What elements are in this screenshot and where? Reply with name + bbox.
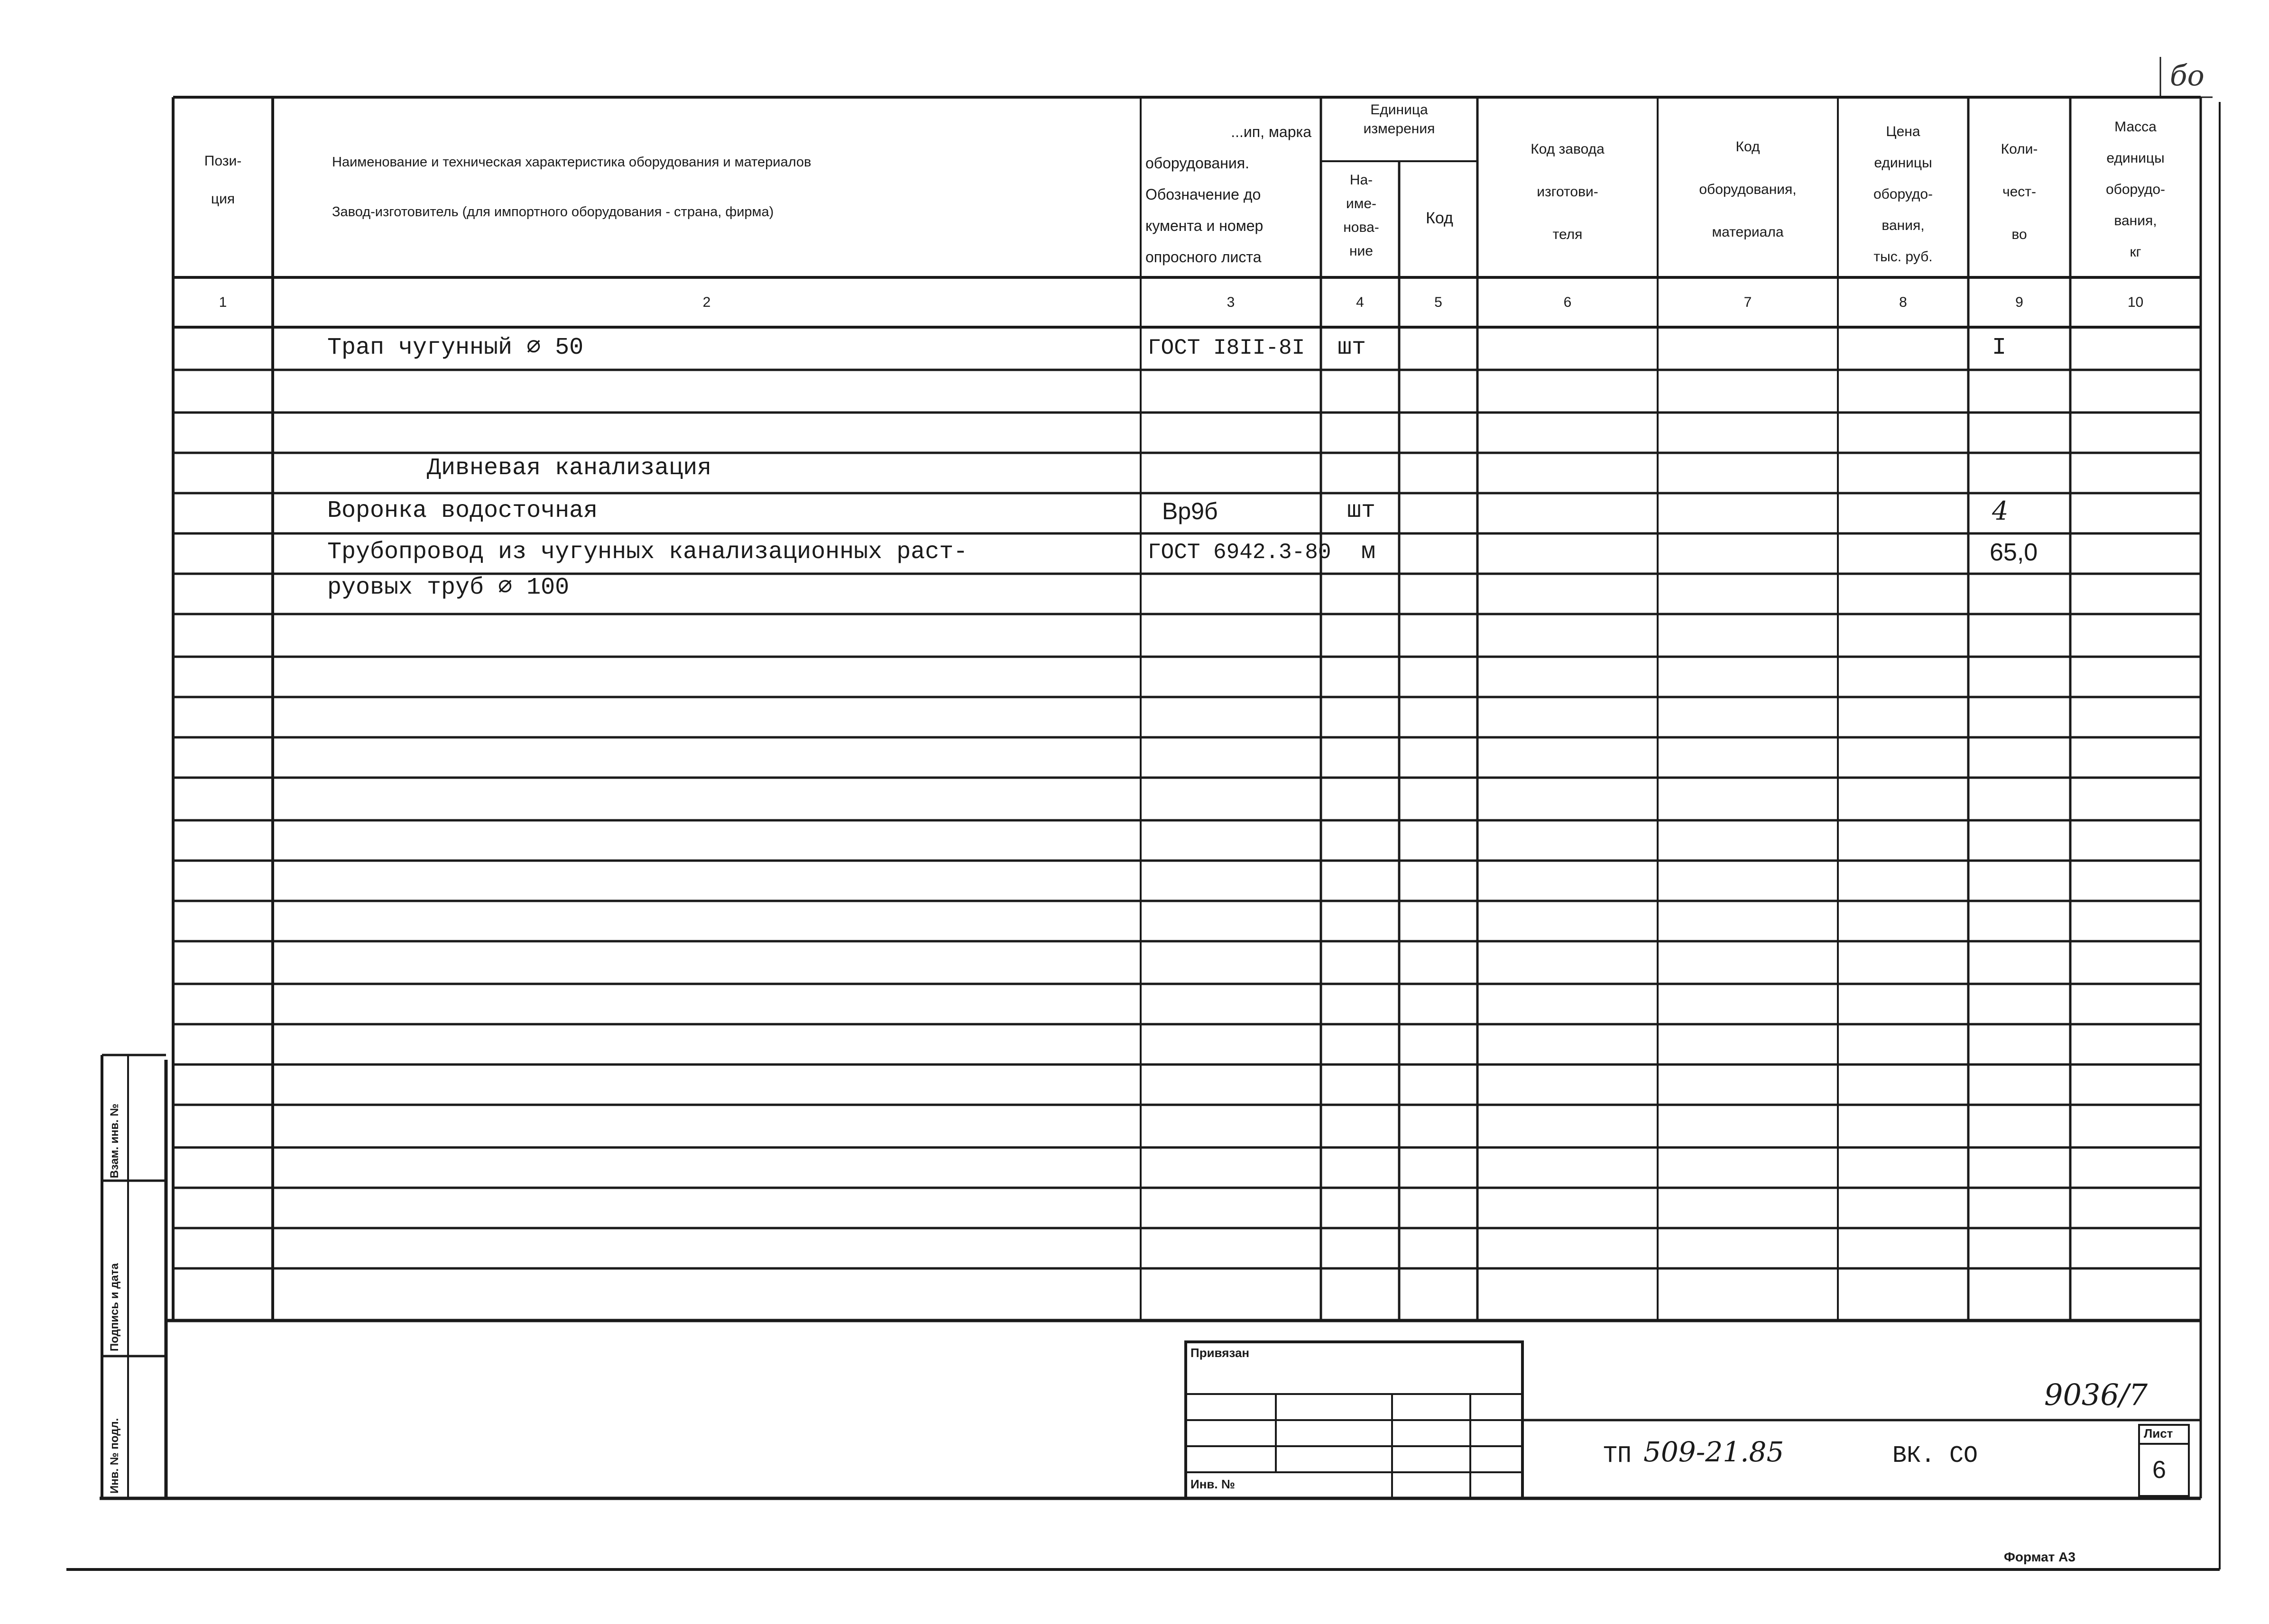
header-type-doc <box>1145 116 1321 273</box>
column-number-10: 10 <box>2127 294 2144 310</box>
bound-label: Привязан <box>1190 1346 1250 1360</box>
header-price-line: единицы <box>1874 155 1932 171</box>
sheet-label: Лист <box>2144 1426 2173 1440</box>
table-row-unit: м <box>1361 539 1376 566</box>
header-mass-line: кг <box>2130 244 2141 260</box>
header-position <box>175 142 270 218</box>
document-number: 9036/7 <box>2044 1377 2148 1412</box>
header-position-line: Пози- <box>204 153 242 169</box>
table-row-name: Трап чугунный ∅ 50 <box>327 334 584 361</box>
header-equip-code-line: оборудования, <box>1699 182 1797 197</box>
header-plant-code-line: теля <box>1552 227 1583 242</box>
header-equip-code-line: материала <box>1712 224 1784 240</box>
header-quantity-line: во <box>2011 227 2027 242</box>
section-title: Дивневая канализация <box>427 455 712 482</box>
table-row-unit: шт <box>1347 497 1376 524</box>
sheet-mark: бо <box>2170 59 2204 92</box>
table-row-qty: I <box>1992 334 2007 361</box>
header-name-line: Наименование и техническая характеристика оборудования и материалов <box>332 155 812 170</box>
table-row-qty: 4 <box>1992 496 2009 526</box>
column-number-7: 7 <box>1743 294 1752 310</box>
header-equip-code-line: Код <box>1735 139 1760 155</box>
table-row-name-continued: руовых труб ∅ 100 <box>327 574 570 601</box>
header-plant-code <box>1480 128 1655 256</box>
header-mass-line: оборудо- <box>2105 182 2166 197</box>
table-row-name: Трубопровод из чугунных канализационных раст- <box>327 539 968 566</box>
header-plant-code-line: изготови- <box>1537 184 1598 200</box>
header-quantity <box>1971 128 2068 256</box>
column-number-4: 4 <box>1356 294 1364 310</box>
header-unit-name <box>1323 168 1399 263</box>
format-label: Формат А3 <box>2004 1550 2075 1564</box>
header-plant-code-line: Код завода <box>1531 141 1605 157</box>
column-number-9: 9 <box>2015 294 2023 310</box>
header-position-line: ция <box>211 191 235 207</box>
header-mass-line: единицы <box>2106 150 2165 166</box>
header-unit-name-line: име- <box>1346 196 1377 211</box>
column-number-2: 2 <box>702 294 711 310</box>
column-number-8: 8 <box>1899 294 1907 310</box>
side-label-signature-date: Подпись и дата <box>108 1263 121 1351</box>
header-price-line: Цена <box>1886 124 1920 139</box>
section-code: ВК. СО <box>1892 1442 1978 1469</box>
column-number-1: 1 <box>219 294 227 310</box>
column-number-3: 3 <box>1227 294 1235 310</box>
table-row-name: Воронка водосточная <box>327 497 598 524</box>
project-prefix: ТП <box>1603 1442 1632 1469</box>
side-label-original-inv: Инв. № подл. <box>108 1418 121 1494</box>
header-price <box>1840 116 1966 273</box>
header-mass <box>2073 111 2198 268</box>
table-row-qty: 65,0 <box>1990 539 2038 566</box>
header-unit-name-line: ние <box>1349 243 1373 259</box>
table-row-doc: ГОСТ 6942.3-80 <box>1148 540 1331 565</box>
header-unit-name-line: На- <box>1349 172 1373 188</box>
table-row-doc: ГОСТ I8II-8I <box>1148 336 1305 360</box>
header-type-doc-line: ...ип, марка <box>1231 123 1311 140</box>
side-label-replaced-inv: Взам. инв. № <box>108 1103 121 1178</box>
column-number-5: 5 <box>1434 294 1442 310</box>
header-unit-name-line: нова- <box>1343 220 1379 235</box>
header-mass-line: вания, <box>2114 213 2157 229</box>
inv-number-label: Инв. № <box>1190 1477 1235 1491</box>
header-price-line: вания, <box>1882 218 1925 233</box>
table-row-unit: шт <box>1337 334 1366 361</box>
header-type-doc-line: Обозначение до <box>1145 186 1261 203</box>
header-manufacturer-line: Завод-изготовитель (для импортного оборудования - страна, фирма) <box>332 204 774 220</box>
header-price-line: оборудо- <box>1873 186 1933 202</box>
header-unit-group-line: Единица <box>1370 102 1428 118</box>
header-quantity-line: Коли- <box>2001 141 2038 157</box>
header-equip-code <box>1660 126 1835 254</box>
header-quantity-line: чест- <box>2002 184 2037 200</box>
header-price-line: тыс. руб. <box>1873 249 1933 265</box>
header-mass-line: Масса <box>2114 119 2157 135</box>
header-type-doc-line: опросного листа <box>1145 248 1262 266</box>
header-type-doc-line: оборудования. <box>1145 155 1249 172</box>
sheet-number: 6 <box>2152 1456 2166 1484</box>
header-name <box>332 138 1115 237</box>
column-number-6: 6 <box>1563 294 1572 310</box>
header-unit-code: Код <box>1426 209 1453 227</box>
header-type-doc-line: кумента и номер <box>1145 217 1264 234</box>
project-code: 509-21.85 <box>1643 1436 1784 1468</box>
header-unit-group-line: измерения <box>1363 121 1435 137</box>
header-unit-group <box>1323 101 1475 138</box>
table-row-doc: Вр9б <box>1162 498 1218 524</box>
